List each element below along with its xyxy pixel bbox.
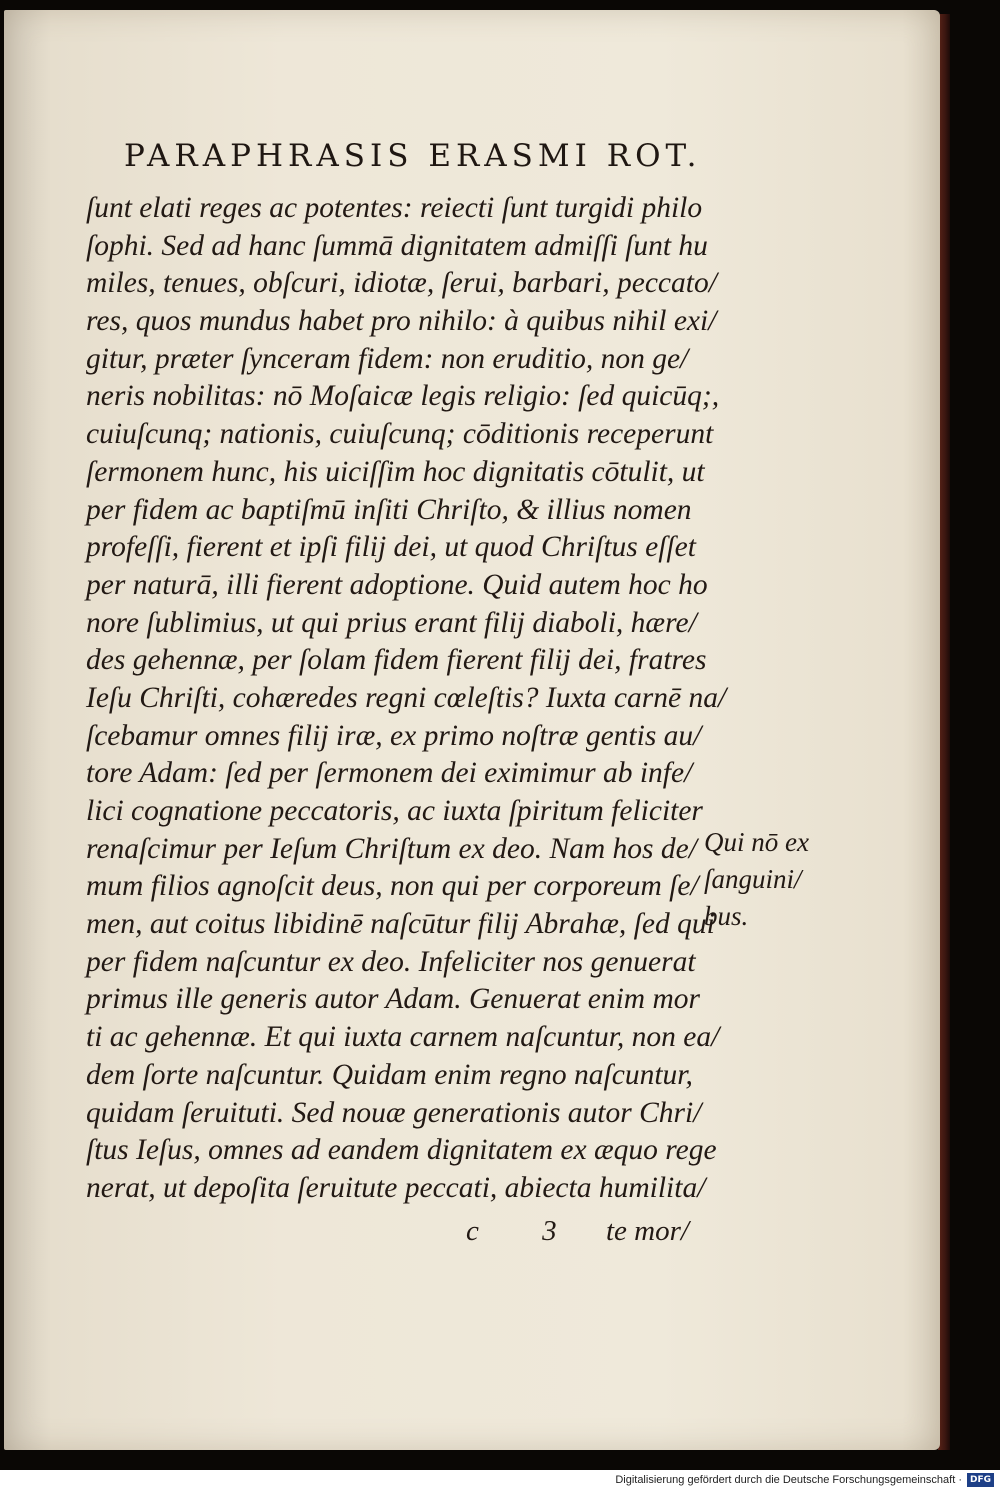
running-head: PARAPHRASIS ERASMI ROT. [124,138,702,174]
marginal-note-line: ſanguini/ [704,864,802,894]
text-line: ſophi. Sed ad hanc ſummā dignitatem admiſſi ſunt hu [86,229,708,262]
text-line: nore ſublimius, ut qui prius erant filij diaboli, hære/ [86,606,697,639]
text-line: ſcebamur omnes filij iræ, ex primo noſtræ gentis au/ [86,719,702,752]
text-line: cuiuſcunq; nationis, cuiuſcunq; cōditionis receperunt [86,418,714,451]
text-line: profeſſi, fierent et ipſi filij dei, ut quod Chriſtus eſſet [86,531,696,564]
text-line: mum filios agnoſcit deus, non qui per corporeum ſe/ [86,870,699,903]
text-line: quidam ſeruituti. Sed nouæ generationis autor Chri/ [86,1096,702,1129]
text-line: dem ſorte naſcuntur. Quidam enim regno naſcuntur, [86,1058,693,1091]
text-line: per naturā, illi fierent adoptione. Quid autem hoc ho [86,568,708,601]
text-line: nerat, ut depoſita ſeruitute peccati, abiecta humilita/ [86,1171,706,1204]
text-line: tore Adam: ſed per ſermonem dei eximimur ab infe/ [86,757,693,790]
text-line: men, aut coitus libidinē naſcūtur filij Abrahæ, ſed qui [86,908,715,941]
text-line: per fidem naſcuntur ex deo. Infeliciter nos genuerat [86,945,696,978]
text-line: ſtus Ieſus, omnes ad eandem dignitatem ex æquo rege [86,1134,717,1167]
marginal-note-line: Qui nō ex [704,827,809,857]
text-line: ſunt elati reges ac potentes: reiecti ſunt turgidi philo [86,192,703,224]
text-line: per fidem ac baptiſmū inſiti Chriſto, & illius nomen [86,493,692,526]
text-line: des gehennæ, per ſolam fidem fierent filij dei, fratres [86,644,707,677]
body-text [86,190,727,1208]
text-line: ti ac gehennæ. Et qui iuxta carnem naſcuntur, non ea/ [86,1021,720,1054]
text-line: primus ille generis autor Adam. Genuerat enim mor [86,983,700,1016]
text-line: Ieſu Chriſti, cohæredes regni cœleſtis? Iuxta carnē na/ [86,681,727,714]
text-line: gitur, præter ſynceram fidem: non eruditio, non ge/ [86,342,689,375]
signature-mark: c 3 [466,1215,585,1247]
book-page [4,10,940,1450]
text-line: miles, tenues, obſcuri, idiotæ, ſerui, barbari, peccato/ [86,267,717,300]
dfg-logo: DFG [967,1473,994,1487]
marginal-note [704,824,809,935]
marginal-note-line: bus. [704,901,749,931]
text-line: neris nobilitas: nō Moſaicæ legis religio: ſed quicūq;, [86,380,720,413]
text-line: res, quos mundus habet pro nihilo: à quibus nihil exi/ [86,305,717,338]
text-line: ſermonem hunc, his uiciſſim hoc dignitatis cōtulit, ut [86,455,705,488]
funding-credit: Digitalisierung gefördert durch die Deutsche Forschungsgemeinschaft · [615,1474,962,1486]
text-line: lici cognatione peccatoris, ac iuxta ſpiritum feliciter [86,795,703,827]
footer-bar [0,1470,1000,1491]
text-line: renaſcimur per Ieſum Chriſtum ex deo. Nam hos de/ [86,832,697,865]
catchword: te mor/ [606,1215,689,1247]
